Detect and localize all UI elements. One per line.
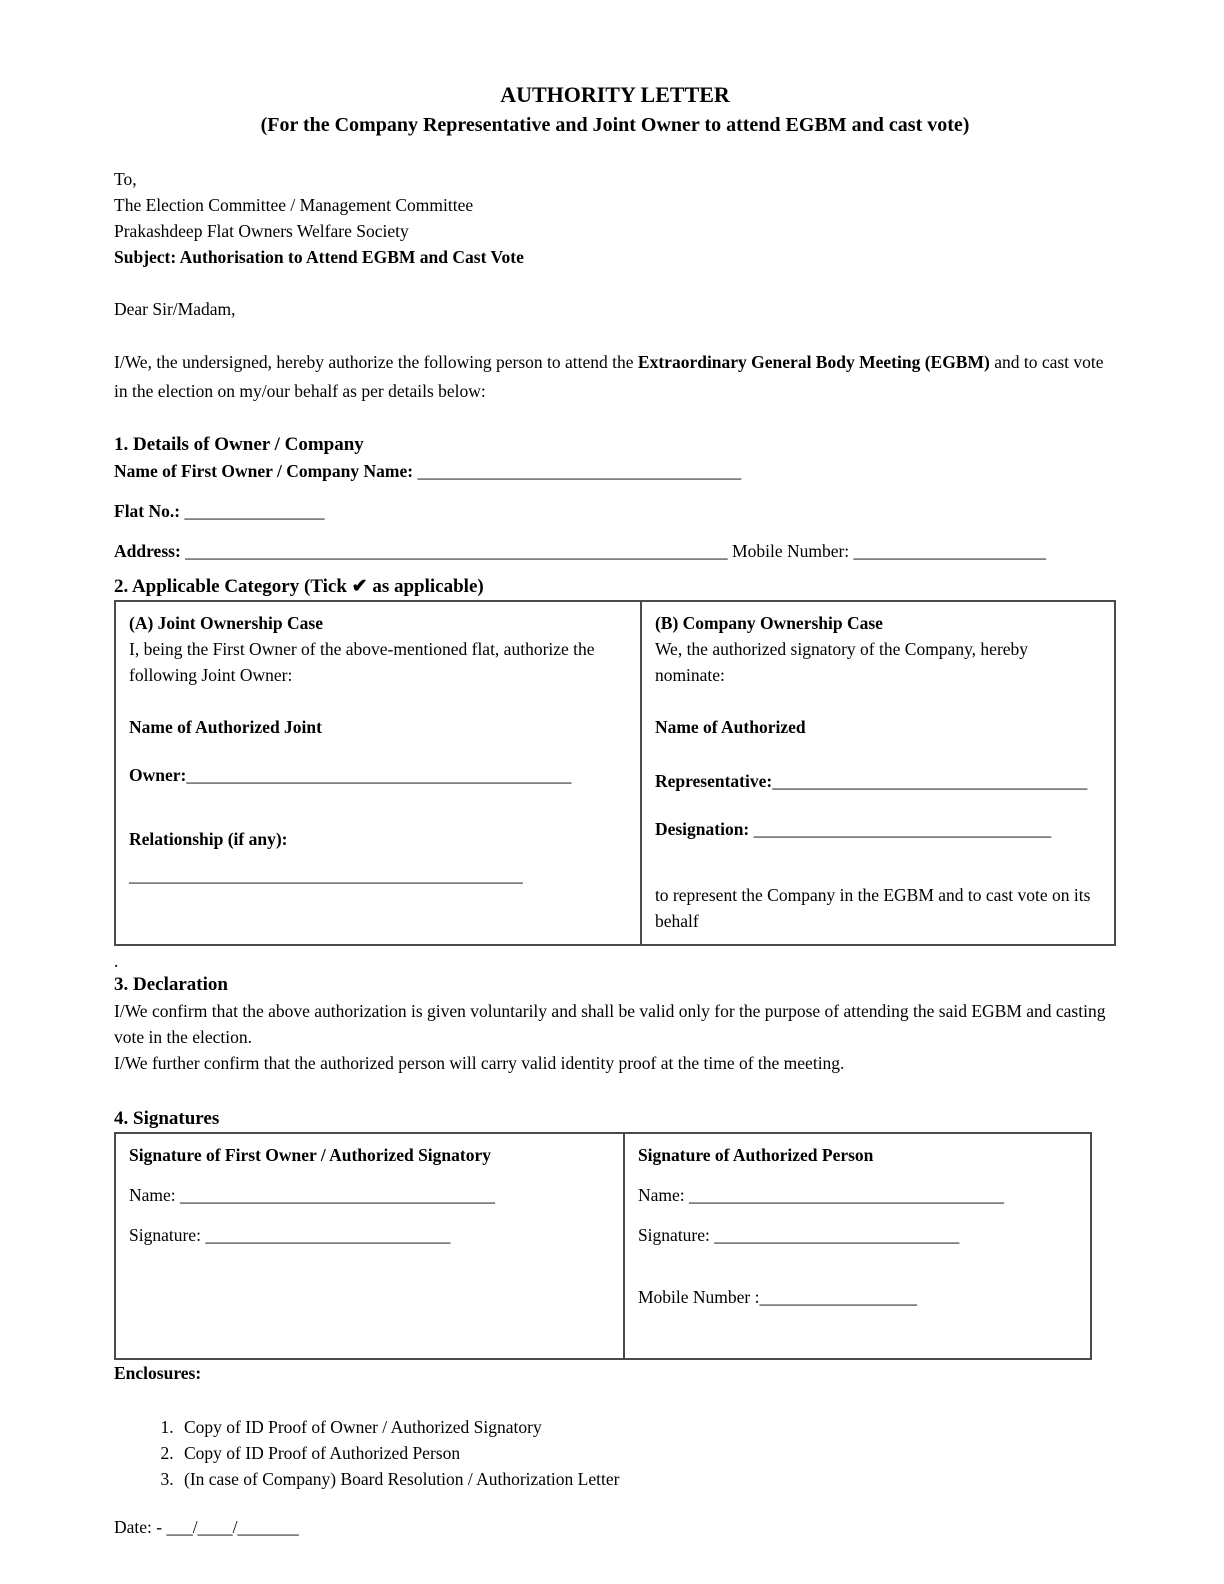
first-owner-name-label: Name: [129, 1185, 181, 1205]
authorized-person-signature-blank: ____________________________ [714, 1225, 960, 1245]
flat-no-blank: ________________ [184, 501, 325, 521]
intro-paragraph [114, 348, 1116, 406]
section2-heading: 2. Applicable Category (Tick ✔ as applicable) [114, 576, 484, 597]
designation-field [655, 816, 1101, 842]
authorized-person-signature-cell [625, 1134, 1090, 1358]
first-owner-signature-blank: ____________________________ [205, 1225, 451, 1245]
representative-blank: ____________________________________ [772, 771, 1088, 791]
enclosures-list [150, 1414, 1116, 1492]
joint-owner-blank: ____________________________________________ [186, 765, 572, 785]
first-owner-name-blank: ____________________________________ [180, 1185, 496, 1205]
enclosures-heading: Enclosures: [114, 1363, 202, 1383]
joint-ownership-title: (A) Joint Ownership Case [129, 613, 323, 633]
address-label: Address: [114, 541, 186, 561]
authorized-person-name-field [638, 1182, 1077, 1208]
section3-heading: 3. Declaration [114, 974, 228, 995]
first-owner-name-field [129, 1182, 610, 1208]
joint-owner-label: Owner: [129, 765, 187, 785]
first-owner-signature-field [129, 1222, 610, 1248]
intro-text-bold: Extraordinary General Body Meeting (EGBM) [637, 352, 990, 372]
recipient-to: To, [114, 169, 137, 189]
first-owner-signature-title: Signature of First Owner / Authorized Signatory [129, 1145, 491, 1165]
declaration-paragraph-2: I/We further confirm that the authorized person will carry valid identity proof at the time of the meeting. [114, 1053, 845, 1073]
authorized-person-name-blank: ____________________________________ [688, 1185, 1004, 1205]
enclosure-item: 2. Copy of ID Proof of Authorized Person [178, 1440, 1116, 1466]
authorized-person-signature-title: Signature of Authorized Person [637, 1145, 874, 1165]
owner-name-label: Name of First Owner / Company Name: [114, 461, 418, 481]
intro-text-post: and to cast vote in the election on my/our behalf as per details below: [114, 352, 1104, 401]
authorized-joint-name-label: Name of Authorized Joint [129, 717, 322, 737]
mobile-number-blank: ______________________ [853, 541, 1047, 561]
representative-field [655, 768, 1101, 794]
flat-no-label: Flat No.: [114, 501, 185, 521]
recipient-society: Prakashdeep Flat Owners Welfare Society [114, 221, 409, 241]
section1-heading: 1. Details of Owner / Company [114, 434, 364, 455]
authorized-person-signature-label: Signature: [637, 1225, 715, 1245]
intro-text-pre: I/We, the undersigned, hereby authorize the following person to attend the [114, 352, 638, 372]
recipient-block [114, 166, 1116, 270]
signatures-table [114, 1132, 1092, 1360]
enclosure-item: 1. Copy of ID Proof of Owner / Authorized Signatory [178, 1414, 1116, 1440]
authorized-person-signature-field [638, 1222, 1077, 1248]
authorized-rep-name-label: Name of Authorized [654, 717, 806, 737]
authorized-person-mobile-label: Mobile Number : [637, 1287, 760, 1307]
company-ownership-body: We, the authorized signatory of the Company, hereby nominate: [654, 639, 1029, 685]
declaration-paragraph-1: I/We confirm that the above authorization is given voluntarily and shall be valid only for the purpose of attending the said EGBM and casting vote in the election. [114, 1001, 1106, 1047]
joint-ownership-body: I, being the First Owner of the above-mentioned flat, authorize the following Joint Owner: [129, 639, 595, 685]
salutation: Dear Sir/Madam, [114, 299, 236, 319]
authorized-person-mobile-blank: __________________ [759, 1287, 917, 1307]
category-table [114, 600, 1116, 946]
company-ownership-title: (B) Company Ownership Case [654, 613, 883, 633]
designation-blank: __________________________________ [753, 819, 1052, 839]
document-title: AUTHORITY LETTER [500, 82, 730, 107]
address-blank: ______________________________________________________________ [185, 541, 728, 561]
joint-owner-field [129, 762, 627, 788]
designation-label: Designation: [654, 819, 754, 839]
subject-line: Subject: Authorisation to Attend EGBM and Cast Vote [114, 247, 524, 267]
representative-label: Representative: [654, 771, 773, 791]
first-owner-signature-cell [116, 1134, 625, 1358]
first-owner-signature-label: Signature: [129, 1225, 206, 1245]
mobile-number-label: Mobile Number: [727, 541, 854, 561]
enclosure-item: 3. (In case of Company) Board Resolution / Authorization Letter [178, 1466, 1116, 1492]
section4-heading: 4. Signatures [114, 1108, 220, 1129]
flat-no-field [114, 498, 1116, 524]
relationship-label: Relationship (if any): [129, 829, 288, 849]
address-mobile-field [114, 538, 1116, 564]
date-field: Date: - ___/____/_______ [114, 1517, 299, 1537]
authorized-person-name-label: Name: [637, 1185, 689, 1205]
company-ownership-cell [642, 602, 1114, 944]
represent-company-note: to represent the Company in the EGBM and to cast vote on its behalf [654, 885, 1091, 931]
joint-ownership-cell [116, 602, 642, 944]
recipient-committee: The Election Committee / Management Committee [114, 195, 474, 215]
owner-name-blank: _____________________________________ [417, 461, 742, 481]
document-subtitle: (For the Company Representative and Joint Owner to attend EGBM and cast vote) [260, 114, 970, 136]
owner-name-field [114, 458, 1116, 484]
authorized-person-mobile-field [638, 1284, 1077, 1310]
stray-period: . [114, 951, 119, 971]
relationship-blank: _____________________________________________ [129, 865, 523, 885]
